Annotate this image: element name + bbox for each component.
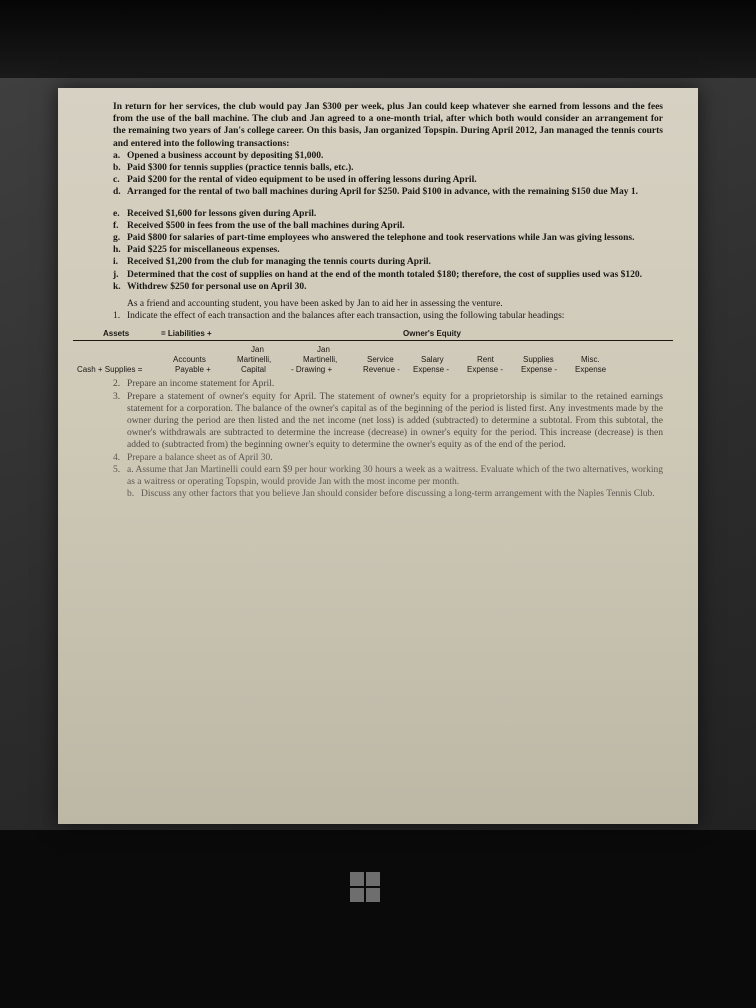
list-item: g. Paid $800 for salaries of part-time employees who answered the telephone and took reservations while Jan was giving lessons.: [113, 233, 635, 244]
page-text: [77, 101, 663, 500]
col-salary-1: Salary: [421, 355, 444, 365]
tabular-columns: [73, 341, 673, 375]
col-capital-3: Capital: [241, 365, 266, 375]
monitor-bezel-top: [0, 0, 756, 78]
liabilities-heading: = Liabilities +: [161, 329, 212, 339]
col-drawing-2: Martinelli,: [303, 355, 338, 365]
col-service-1: Service: [367, 355, 394, 365]
assist-paragraph: As a friend and accounting student, you have been asked by Jan to aid her in assessing the venture.: [127, 299, 503, 310]
col-capital-1: Jan: [251, 345, 264, 355]
list-item: d. Arranged for the rental of two ball machines during April for $250. Paid $100 in advance, with the remaining $150 due May 1.: [113, 187, 638, 198]
transaction-list-1: [113, 150, 663, 199]
col-rent-2: Expense -: [467, 365, 504, 375]
question-1: 1. Indicate the effect of each transaction and the balances after each transaction, using the following tabular headings:: [113, 311, 565, 322]
transaction-list-2: [113, 208, 663, 293]
questions-list: [113, 378, 663, 500]
screen: [0, 78, 756, 830]
list-item: i. Received $1,200 from the club for managing the tennis courts during April.: [113, 257, 431, 268]
windows-logo-icon: [350, 872, 380, 902]
col-supplies-1: Supplies: [523, 355, 554, 365]
list-item: k. Withdrew $250 for personal use on April 30.: [113, 281, 307, 292]
list-item: b. Paid $300 for tennis supplies (practice tennis balls, etc.).: [113, 163, 354, 174]
list-item: 4. Prepare a balance sheet as of April 30.: [113, 452, 273, 463]
assets-heading: Assets: [103, 329, 130, 339]
list-item: h. Paid $225 for miscellaneous expenses.: [113, 245, 280, 256]
col-supplies-2: Expense -: [521, 365, 558, 375]
col-drawing-1: Jan: [317, 345, 330, 355]
col-accounts-payable-1: Accounts: [173, 355, 206, 365]
list-item: c. Paid $200 for the rental of video equipment to be used in offering lessons during April.: [113, 175, 477, 186]
list-item: a. Opened a business account by depositing $1,000.: [113, 150, 324, 161]
col-misc-2: Expense: [575, 365, 607, 375]
list-item: e. Received $1,600 for lessons given during April.: [113, 208, 317, 219]
col-salary-2: Expense -: [413, 365, 450, 375]
owners-equity-heading: Owner's Equity: [403, 329, 461, 339]
col-misc-1: Misc.: [581, 355, 600, 365]
col-cash-supplies: Cash + Supplies =: [77, 365, 143, 375]
list-item: b. Discuss any other factors that you believe Jan should consider before discussing a long-term arrangement with the Naples Tennis Club.: [127, 489, 655, 500]
list-item: j. Determined that the cost of supplies on hand at the end of the month totaled $180; therefore, the cost of supplies used was $120.: [113, 269, 643, 280]
col-accounts-payable-2: Payable +: [175, 365, 211, 375]
list-item: f. Received $500 in fees from the use of the ball machines during April.: [113, 220, 405, 231]
textbook-page: [58, 88, 698, 824]
list-item: 3. Prepare a statement of owner's equity for April. The statement of owner's equity for a proprietorship is similar to the retained earnings statement for a corporation. The balance of the owner's capital as of the beginning of the period is listed first. Any investments made by the owner during the period are then listed and the net income (net loss) is added (subtracted) to determine a subtotal. From this subtotal, the owner's withdrawals are subtracted to determine the increase (decrease) in owner's equity for the period. This increase (decrease) is then added to (subtracted from) the beginning owner's equity to determine the owner's equity as of the end of the period.: [113, 391, 663, 451]
list-item: 5. a. Assume that Jan Martinelli could earn $9 per hour working 30 hours a week as a waitress. Evaluate which of the two alternatives, working as a waitress or operating Topspin, would provide Jan with the most income per month.: [113, 464, 663, 488]
col-drawing-3: - Drawing +: [291, 365, 333, 375]
col-service-2: Revenue -: [363, 365, 400, 375]
tabular-heading-row: [73, 326, 673, 341]
list-item: 2. Prepare an income statement for April.: [113, 379, 275, 390]
intro-paragraph: In return for her services, the club would pay Jan $300 per week, plus Jan could keep whatever she earned from lessons and the fees from the use of the ball machine. The club and Jan agreed to a one-month trial, after which both would consider an arrangement for the remaining two years of Jan's college career. On this basis, Jan organized Topspin. During April 2012, Jan managed the tennis courts and entered into the following transactions:: [113, 102, 663, 149]
col-capital-2: Martinelli,: [237, 355, 272, 365]
col-rent-1: Rent: [477, 355, 494, 365]
